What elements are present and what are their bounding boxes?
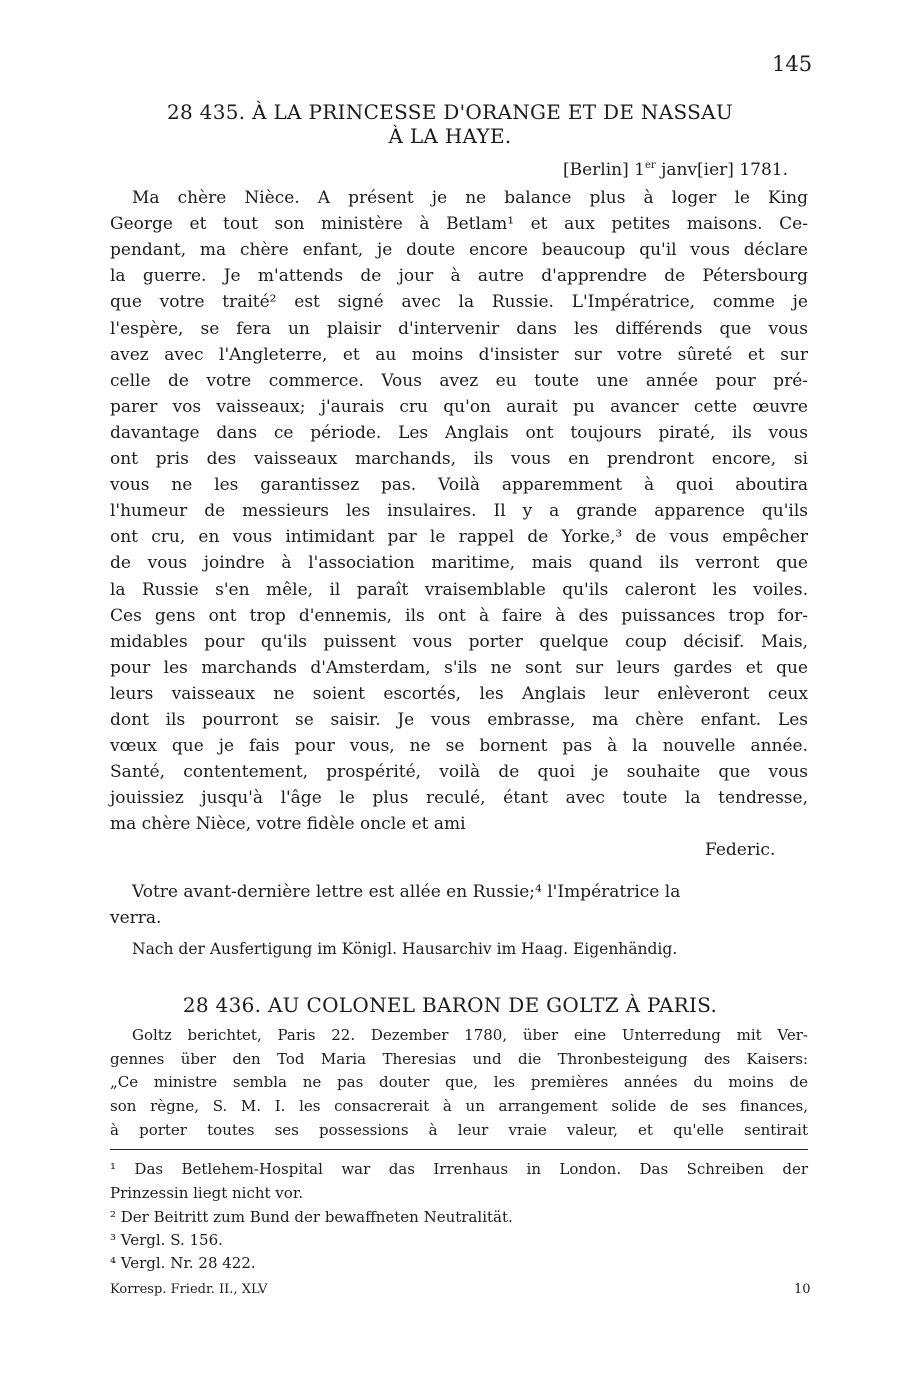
footnote-line: ² Der Beitritt zum Bund der bewaffneten Neutralität.	[110, 1208, 513, 1226]
date-part-a: [Berlin] 1	[562, 160, 645, 180]
postscript-line1: Votre avant-dernière lettre est allée en Russie;⁴ l'Impératrice la	[132, 882, 681, 902]
footer-citation: Korresp. Friedr. II., XLV	[110, 1282, 268, 1297]
body-line: que votre traité² est signé avec la Russie. L'Impératrice, comme je	[110, 292, 808, 313]
footnote-line: ⁴ Vergl. Nr. 28 422.	[110, 1254, 256, 1272]
date-superscript: er	[644, 160, 656, 171]
body-line: la guerre. Je m'attends de jour à autre d'apprendre de Pétersbourg	[110, 266, 808, 287]
body-line: l'espère, se fera un plaisir d'intervenir dans les différends que vous	[110, 318, 808, 339]
footnote-divider	[110, 1149, 808, 1150]
footer-signature-mark: 10	[794, 1282, 811, 1297]
signature: Federic.	[705, 840, 776, 860]
summary-line: à porter toutes ses possessions à leur vraie valeur, et qu'elle sentirait	[110, 1120, 808, 1139]
body-line: dont ils pourront se saisir. Je vous embrasse, ma chère enfant. Les	[110, 710, 808, 730]
body-line: davantage dans ce période. Les Anglais ont toujours piraté, ils vous	[110, 422, 808, 443]
body-line: Ces gens ont trop d'ennemis, ils ont à faire à des puissances trop for-	[110, 605, 808, 626]
body-line: pendant, ma chère enfant, je doute encore beaucoup qu'il vous déclare	[110, 240, 808, 261]
body-line: midables pour qu'ils puissent vous porter quelque coup décisif. Mais,	[110, 631, 808, 652]
body-line: ont cru, en vous intimidant par le rappel de Yorke,³ de vous empêcher	[110, 527, 808, 548]
summary-line: „Ce ministre sembla ne pas douter que, les premières années du moins de	[110, 1073, 808, 1092]
body-line: vous ne les garantissez pas. Voilà apparemment à quoi aboutira	[110, 475, 808, 496]
body-line: l'humeur de messieurs les insulaires. Il y a grande apparence qu'ils	[110, 501, 808, 522]
summary-line: Goltz berichtet, Paris 22. Dezember 1780, über eine Unterredung mit Ver-	[132, 1026, 808, 1044]
source-note: Nach der Ausfertigung im Königl. Hausarchiv im Haag. Eigenhändig.	[132, 940, 678, 958]
body-line: pour les marchands d'Amsterdam, s'ils ne sont sur leurs gardes et que	[110, 657, 808, 678]
body-line: de vous joindre à l'association maritime, mais quand ils verront que	[110, 553, 808, 574]
body-line: jouissiez jusqu'à l'âge le plus reculé, étant avec toute la tendresse,	[110, 788, 808, 809]
date-part-b: janv[ier] 1781.	[655, 160, 788, 180]
footnote-line: ³ Vergl. S. 156.	[110, 1231, 223, 1249]
body-line: la Russie s'en mêle, il paraît vraisemblable qu'ils caleront les voiles.	[110, 579, 808, 600]
letter2-heading: 28 436. AU COLONEL BARON DE GOLTZ À PARIS.	[182, 993, 718, 1017]
letter-heading-line1: 28 435. À LA PRINCESSE D'ORANGE ET DE NASSAU	[166, 100, 734, 124]
summary-line: gennes über den Tod Maria Theresias und die Thronbesteigung des Kaisers:	[110, 1049, 808, 1068]
body-line: ont pris des vaisseaux marchands, ils vous en prendront encore, si	[110, 449, 808, 469]
footnote-line: Prinzessin liegt nicht vor.	[110, 1184, 304, 1202]
body-line: Santé, contentement, prospérité, voilà de quoi je souhaite que vous	[110, 762, 808, 783]
body-line: leurs vaisseaux ne soient escortés, les Anglais leur enlèveront ceux	[110, 683, 808, 704]
letter-date	[520, 160, 788, 180]
body-line: George et tout son ministère à Betlam¹ et aux petites maisons. Ce-	[110, 214, 808, 235]
postscript-line2: verra.	[110, 908, 162, 928]
body-line: ma chère Nièce, votre fidèle oncle et ami	[110, 814, 466, 835]
footnote-line: ¹ Das Betlehem-Hospital war das Irrenhaus in London. Das Schreiben der	[110, 1160, 808, 1178]
page-number: 145	[772, 52, 813, 76]
letter-heading-line2: À LA HAYE.	[388, 124, 512, 148]
body-line: avez avec l'Angleterre, et au moins d'insister sur votre sûreté et sur	[110, 344, 808, 365]
body-line: celle de votre commerce. Vous avez eu toute une année pour pré-	[110, 370, 808, 391]
body-line: vœux que je fais pour vous, ne se bornent pas à la nouvelle année.	[110, 736, 808, 757]
summary-line: son règne, S. M. I. les consacrerait à un arrangement solide de ses finances,	[110, 1097, 808, 1116]
body-line: parer vos vaisseaux; j'aurais cru qu'on aurait pu avancer cette œuvre	[110, 396, 808, 417]
body-line: Ma chère Nièce. A présent je ne balance plus à loger le King	[132, 188, 808, 208]
